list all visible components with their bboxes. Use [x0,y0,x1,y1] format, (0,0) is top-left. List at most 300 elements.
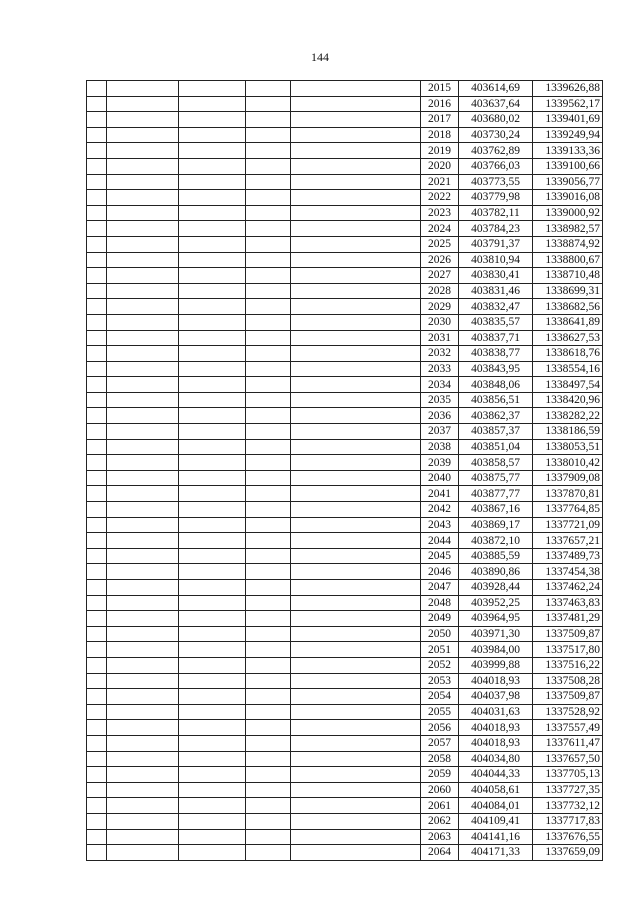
empty-cell [87,720,107,736]
x-coordinate-cell: 403637,64 [459,96,533,112]
empty-cell [107,283,179,299]
point-number-cell: 2041 [421,486,459,502]
point-number-cell: 2060 [421,782,459,798]
y-coordinate-cell: 1337509,87 [533,689,603,705]
table-row [87,486,603,502]
empty-cell [107,813,179,829]
empty-cell [107,564,179,580]
empty-cell [291,548,421,564]
point-number-cell: 2045 [421,548,459,564]
table-row [87,96,603,112]
point-number-cell: 2017 [421,112,459,128]
table-row [87,81,603,97]
empty-cell [246,377,291,393]
empty-cell [246,112,291,128]
table-row [87,314,603,330]
empty-cell [291,673,421,689]
empty-cell [246,548,291,564]
empty-cell [87,767,107,783]
empty-cell [246,735,291,751]
empty-cell [179,81,246,97]
empty-cell [107,361,179,377]
empty-cell [107,392,179,408]
empty-cell [87,408,107,424]
empty-cell [246,657,291,673]
empty-cell [87,252,107,268]
empty-cell [107,268,179,284]
table-row [87,751,603,767]
y-coordinate-cell: 1338554,16 [533,361,603,377]
empty-cell [107,112,179,128]
empty-cell [87,704,107,720]
empty-cell [291,221,421,237]
empty-cell [87,158,107,174]
table-row [87,190,603,206]
empty-cell [87,580,107,596]
empty-cell [107,408,179,424]
y-coordinate-cell: 1337717,83 [533,813,603,829]
empty-cell [179,845,246,861]
empty-cell [291,470,421,486]
empty-cell [107,517,179,533]
empty-cell [107,299,179,315]
empty-cell [87,642,107,658]
empty-cell [179,158,246,174]
x-coordinate-cell: 403857,37 [459,424,533,440]
x-coordinate-cell: 403984,00 [459,642,533,658]
empty-cell [87,96,107,112]
empty-cell [107,486,179,502]
empty-cell [291,174,421,190]
table-row [87,626,603,642]
empty-cell [87,283,107,299]
empty-cell [179,174,246,190]
x-coordinate-cell: 404084,01 [459,798,533,814]
empty-cell [179,626,246,642]
empty-cell [107,96,179,112]
empty-cell [87,346,107,362]
empty-cell [291,143,421,159]
point-number-cell: 2033 [421,361,459,377]
empty-cell [246,96,291,112]
empty-cell [179,767,246,783]
y-coordinate-cell: 1339100,66 [533,158,603,174]
y-coordinate-cell: 1339401,69 [533,112,603,128]
coordinates-table [86,80,603,861]
table-row [87,470,603,486]
point-number-cell: 2063 [421,829,459,845]
empty-cell [179,252,246,268]
empty-cell [179,96,246,112]
empty-cell [87,689,107,705]
point-number-cell: 2047 [421,580,459,596]
x-coordinate-cell: 403856,51 [459,392,533,408]
empty-cell [179,377,246,393]
empty-cell [246,424,291,440]
empty-cell [87,377,107,393]
point-number-cell: 2040 [421,470,459,486]
empty-cell [179,657,246,673]
empty-cell [291,377,421,393]
empty-cell [107,704,179,720]
table-row [87,564,603,580]
table-row [87,673,603,689]
empty-cell [107,611,179,627]
table-row [87,813,603,829]
table-row [87,377,603,393]
empty-cell [179,517,246,533]
empty-cell [107,221,179,237]
empty-cell [291,502,421,518]
y-coordinate-cell: 1338282,22 [533,408,603,424]
empty-cell [107,782,179,798]
point-number-cell: 2015 [421,81,459,97]
point-number-cell: 2016 [421,96,459,112]
table-row [87,361,603,377]
x-coordinate-cell: 403838,77 [459,346,533,362]
y-coordinate-cell: 1338874,92 [533,236,603,252]
y-coordinate-cell: 1338682,56 [533,299,603,315]
y-coordinate-cell: 1339016,08 [533,190,603,206]
empty-cell [179,268,246,284]
x-coordinate-cell: 403848,06 [459,377,533,393]
empty-cell [107,767,179,783]
y-coordinate-cell: 1337611,47 [533,735,603,751]
table-row [87,268,603,284]
empty-cell [246,143,291,159]
point-number-cell: 2020 [421,158,459,174]
point-number-cell: 2030 [421,314,459,330]
x-coordinate-cell: 403851,04 [459,439,533,455]
empty-cell [246,221,291,237]
empty-cell [87,782,107,798]
x-coordinate-cell: 403890,86 [459,564,533,580]
empty-cell [246,564,291,580]
point-number-cell: 2049 [421,611,459,627]
empty-cell [291,252,421,268]
empty-cell [107,455,179,471]
empty-cell [87,190,107,206]
table-row [87,439,603,455]
y-coordinate-cell: 1337870,81 [533,486,603,502]
empty-cell [107,689,179,705]
x-coordinate-cell: 403730,24 [459,127,533,143]
y-coordinate-cell: 1337557,49 [533,720,603,736]
point-number-cell: 2053 [421,673,459,689]
empty-cell [87,486,107,502]
table-row [87,595,603,611]
table-row [87,283,603,299]
empty-cell [87,813,107,829]
y-coordinate-cell: 1337517,80 [533,642,603,658]
x-coordinate-cell: 403872,10 [459,533,533,549]
x-coordinate-cell: 403843,95 [459,361,533,377]
table-row [87,455,603,471]
empty-cell [291,112,421,128]
empty-cell [107,502,179,518]
x-coordinate-cell: 404044,33 [459,767,533,783]
empty-cell [291,704,421,720]
empty-cell [87,221,107,237]
point-number-cell: 2064 [421,845,459,861]
x-coordinate-cell: 403773,55 [459,174,533,190]
empty-cell [179,236,246,252]
x-coordinate-cell: 403680,02 [459,112,533,128]
empty-cell [246,626,291,642]
x-coordinate-cell: 403952,25 [459,595,533,611]
empty-cell [291,751,421,767]
x-coordinate-cell: 403766,03 [459,158,533,174]
empty-cell [179,127,246,143]
empty-cell [246,642,291,658]
empty-cell [179,314,246,330]
empty-cell [246,127,291,143]
x-coordinate-cell: 403837,71 [459,330,533,346]
empty-cell [107,205,179,221]
empty-cell [291,299,421,315]
empty-cell [246,174,291,190]
table-row [87,548,603,564]
y-coordinate-cell: 1337528,92 [533,704,603,720]
table-row [87,143,603,159]
empty-cell [291,283,421,299]
y-coordinate-cell: 1337764,85 [533,502,603,518]
empty-cell [291,611,421,627]
empty-cell [179,439,246,455]
x-coordinate-cell: 404018,93 [459,673,533,689]
point-number-cell: 2043 [421,517,459,533]
empty-cell [107,81,179,97]
y-coordinate-cell: 1337657,50 [533,751,603,767]
point-number-cell: 2059 [421,767,459,783]
empty-cell [291,782,421,798]
empty-cell [87,174,107,190]
point-number-cell: 2050 [421,626,459,642]
empty-cell [107,533,179,549]
empty-cell [107,626,179,642]
table-row [87,611,603,627]
empty-cell [179,112,246,128]
empty-cell [179,611,246,627]
empty-cell [246,408,291,424]
y-coordinate-cell: 1337454,38 [533,564,603,580]
empty-cell [291,595,421,611]
empty-cell [179,704,246,720]
empty-cell [291,314,421,330]
empty-cell [107,143,179,159]
table-row [87,845,603,861]
empty-cell [291,236,421,252]
table-row [87,424,603,440]
empty-cell [246,268,291,284]
empty-cell [179,689,246,705]
empty-cell [179,564,246,580]
empty-cell [246,673,291,689]
empty-cell [87,611,107,627]
empty-cell [87,205,107,221]
empty-cell [246,392,291,408]
y-coordinate-cell: 1339000,92 [533,205,603,221]
empty-cell [291,813,421,829]
table-row [87,158,603,174]
point-number-cell: 2021 [421,174,459,190]
empty-cell [87,268,107,284]
y-coordinate-cell: 1338053,51 [533,439,603,455]
empty-cell [179,642,246,658]
y-coordinate-cell: 1339626,88 [533,81,603,97]
empty-cell [107,174,179,190]
empty-cell [179,408,246,424]
point-number-cell: 2054 [421,689,459,705]
empty-cell [246,205,291,221]
x-coordinate-cell: 403964,95 [459,611,533,627]
empty-cell [107,424,179,440]
point-number-cell: 2057 [421,735,459,751]
point-number-cell: 2034 [421,377,459,393]
empty-cell [179,299,246,315]
table-row [87,392,603,408]
empty-cell [107,595,179,611]
empty-cell [87,829,107,845]
x-coordinate-cell: 404018,93 [459,735,533,751]
empty-cell [87,112,107,128]
point-number-cell: 2036 [421,408,459,424]
x-coordinate-cell: 404058,61 [459,782,533,798]
empty-cell [87,81,107,97]
x-coordinate-cell: 403875,77 [459,470,533,486]
point-number-cell: 2027 [421,268,459,284]
empty-cell [246,330,291,346]
empty-cell [246,299,291,315]
empty-cell [246,283,291,299]
empty-cell [179,673,246,689]
empty-cell [87,143,107,159]
table-row [87,689,603,705]
empty-cell [179,486,246,502]
empty-cell [246,517,291,533]
point-number-cell: 2046 [421,564,459,580]
table-row [87,408,603,424]
empty-cell [179,190,246,206]
empty-cell [107,127,179,143]
empty-cell [246,720,291,736]
point-number-cell: 2052 [421,657,459,673]
y-coordinate-cell: 1339133,36 [533,143,603,159]
y-coordinate-cell: 1338010,42 [533,455,603,471]
point-number-cell: 2019 [421,143,459,159]
empty-cell [179,330,246,346]
y-coordinate-cell: 1337516,22 [533,657,603,673]
table-row [87,221,603,237]
empty-cell [291,657,421,673]
empty-cell [87,361,107,377]
y-coordinate-cell: 1337657,21 [533,533,603,549]
empty-cell [87,751,107,767]
empty-cell [107,845,179,861]
empty-cell [291,346,421,362]
empty-cell [107,346,179,362]
empty-cell [179,798,246,814]
empty-cell [107,751,179,767]
point-number-cell: 2018 [421,127,459,143]
y-coordinate-cell: 1338800,67 [533,252,603,268]
empty-cell [179,392,246,408]
point-number-cell: 2037 [421,424,459,440]
x-coordinate-cell: 403885,59 [459,548,533,564]
empty-cell [291,533,421,549]
table-row [87,517,603,533]
table-row [87,252,603,268]
table-row [87,798,603,814]
empty-cell [87,735,107,751]
y-coordinate-cell: 1338699,31 [533,283,603,299]
empty-cell [179,424,246,440]
empty-cell [179,361,246,377]
empty-cell [87,595,107,611]
y-coordinate-cell: 1337705,13 [533,767,603,783]
empty-cell [87,392,107,408]
x-coordinate-cell: 403971,30 [459,626,533,642]
empty-cell [87,127,107,143]
empty-cell [87,626,107,642]
empty-cell [87,330,107,346]
empty-cell [87,299,107,315]
empty-cell [107,330,179,346]
empty-cell [179,813,246,829]
empty-cell [246,813,291,829]
table-row [87,533,603,549]
empty-cell [291,798,421,814]
empty-cell [291,767,421,783]
page-number: 144 [311,50,329,64]
table-row [87,174,603,190]
empty-cell [291,158,421,174]
empty-cell [179,580,246,596]
empty-cell [291,517,421,533]
point-number-cell: 2023 [421,205,459,221]
empty-cell [246,361,291,377]
table-row [87,767,603,783]
empty-cell [291,455,421,471]
empty-cell [246,611,291,627]
empty-cell [246,689,291,705]
y-coordinate-cell: 1337909,08 [533,470,603,486]
y-coordinate-cell: 1338420,96 [533,392,603,408]
empty-cell [87,798,107,814]
point-number-cell: 2061 [421,798,459,814]
empty-cell [107,735,179,751]
empty-cell [107,236,179,252]
table-row [87,112,603,128]
empty-cell [87,314,107,330]
x-coordinate-cell: 403858,57 [459,455,533,471]
empty-cell [107,158,179,174]
empty-cell [107,657,179,673]
empty-cell [291,626,421,642]
x-coordinate-cell: 404141,16 [459,829,533,845]
empty-cell [179,455,246,471]
empty-cell [246,81,291,97]
empty-cell [246,470,291,486]
empty-cell [291,642,421,658]
y-coordinate-cell: 1337721,09 [533,517,603,533]
empty-cell [291,205,421,221]
empty-cell [291,408,421,424]
empty-cell [246,845,291,861]
y-coordinate-cell: 1338710,48 [533,268,603,284]
x-coordinate-cell: 403614,69 [459,81,533,97]
x-coordinate-cell: 404034,80 [459,751,533,767]
